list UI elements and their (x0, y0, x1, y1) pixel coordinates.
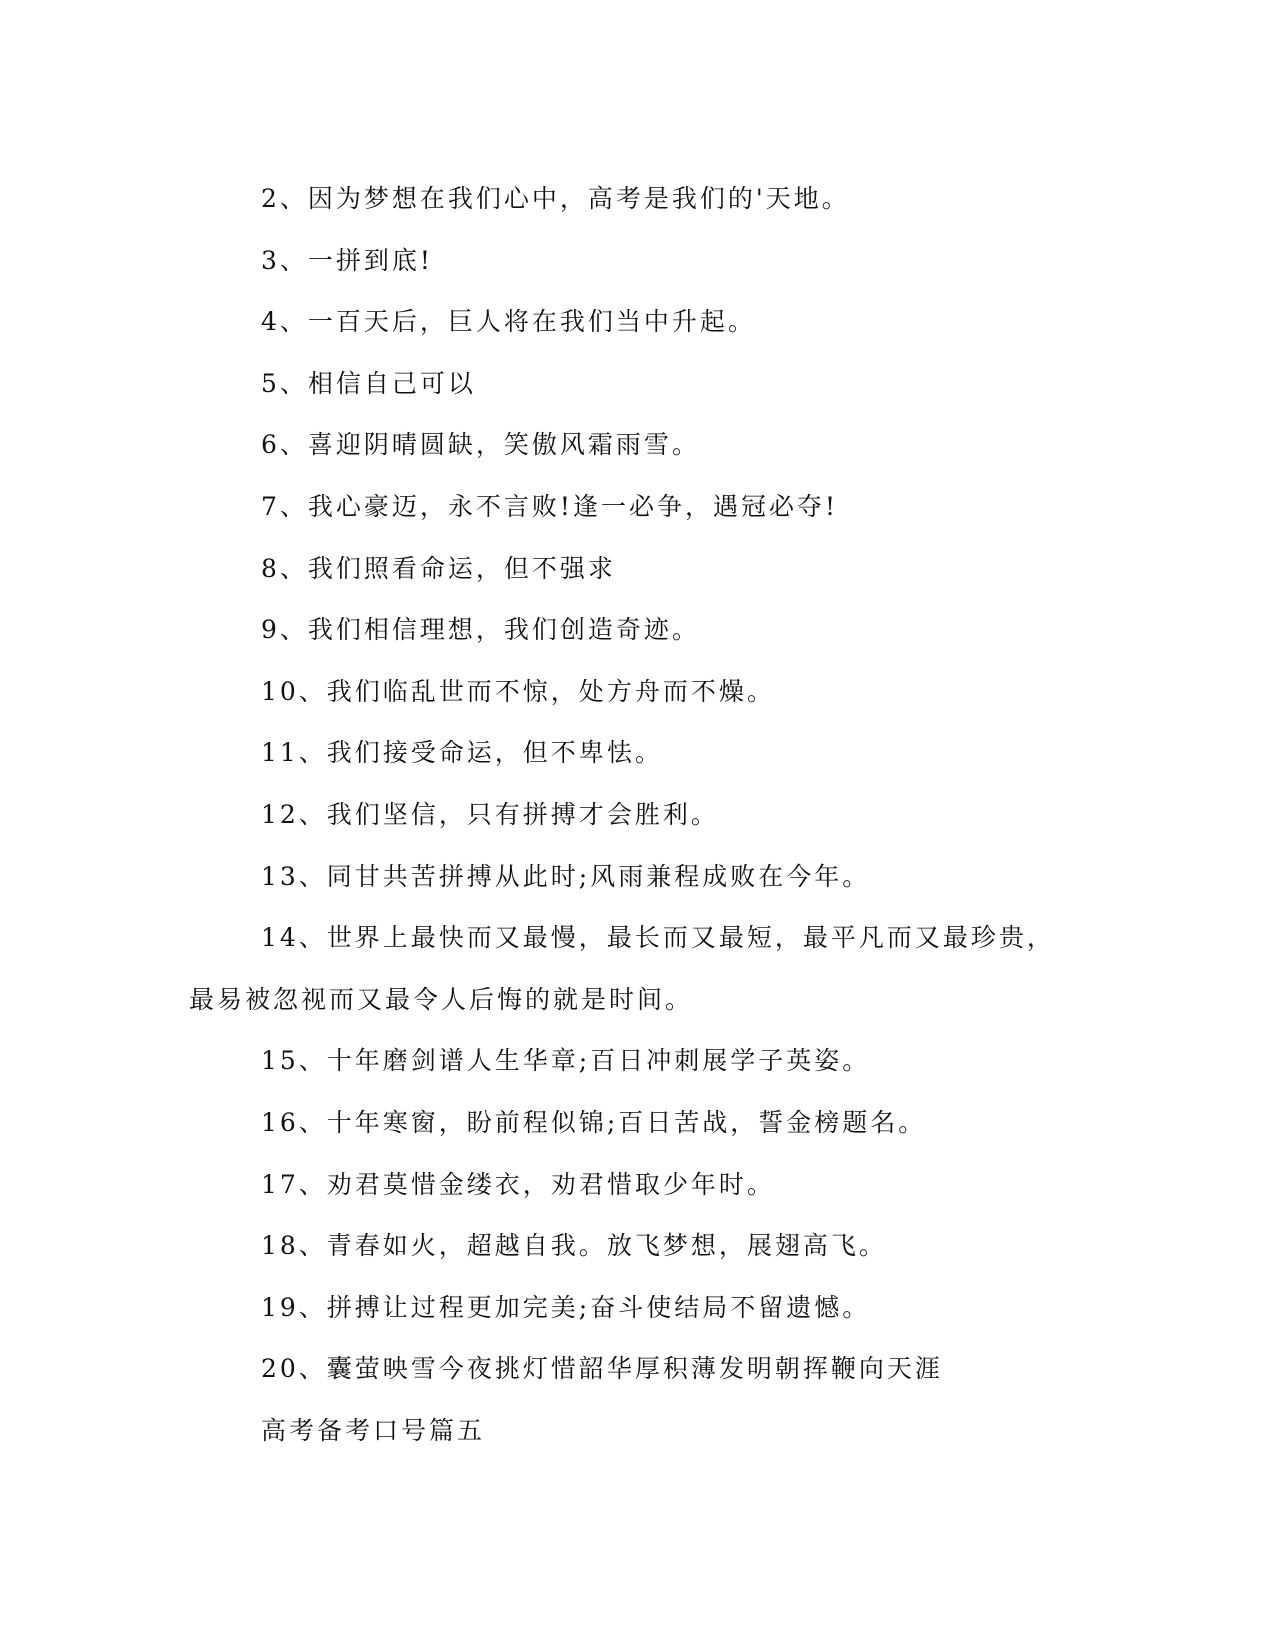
slogan-line-16: 16、十年寒窗，盼前程似锦;百日苦战，誓金榜题名。 (261, 1107, 927, 1137)
slogan-line-5: 5、相信自己可以 (261, 368, 476, 398)
section-heading: 高考备考口号篇五 (261, 1415, 486, 1445)
slogan-line-8: 8、我们照看命运，但不强求 (261, 553, 616, 583)
slogan-line-11: 11、我们接受命运，但不卑怯。 (261, 738, 663, 768)
slogan-line-14: 14、世界上最快而又最慢，最长而又最短，最平凡而又最珍贵， (261, 923, 1055, 953)
slogan-line-12: 12、我们坚信，只有拼搏才会胜利。 (261, 799, 719, 829)
slogan-line-3: 3、一拼到底! (261, 245, 433, 275)
slogan-line-14-continued: 最易被忽视而又最令人后悔的就是时间。 (189, 984, 694, 1014)
slogan-line-2: 2、因为梦想在我们心中，高考是我们的'天地。 (261, 184, 850, 213)
slogan-line-15: 15、十年磨剑谱人生华章;百日冲刺展学子英姿。 (261, 1046, 871, 1076)
slogan-line-4: 4、一百天后，巨人将在我们当中升起。 (261, 307, 756, 337)
slogan-line-6: 6、喜迎阴晴圆缺，笑傲风霜雨雪。 (261, 430, 700, 460)
slogan-line-10: 10、我们临乱世而不惊，处方舟而不燥。 (261, 676, 775, 706)
slogan-line-18: 18、青春如火，超越自我。放飞梦想，展翅高飞。 (261, 1231, 887, 1261)
slogan-line-17: 17、劝君莫惜金缕衣，劝君惜取少年时。 (261, 1169, 775, 1199)
slogan-line-9: 9、我们相信理想，我们创造奇迹。 (261, 615, 700, 645)
slogan-line-19: 19、拼搏让过程更加完美;奋斗使结局不留遗憾。 (261, 1292, 871, 1322)
slogan-line-20: 20、囊萤映雪今夜挑灯惜韶华厚积薄发明朝挥鞭向天涯 (261, 1354, 943, 1384)
slogan-line-13: 13、同甘共苦拼搏从此时;风雨兼程成败在今年。 (261, 861, 871, 891)
document-body (189, 168, 1089, 1461)
slogan-line-7: 7、我心豪迈，永不言败!逢一必争，遇冠必夺! (261, 491, 839, 521)
